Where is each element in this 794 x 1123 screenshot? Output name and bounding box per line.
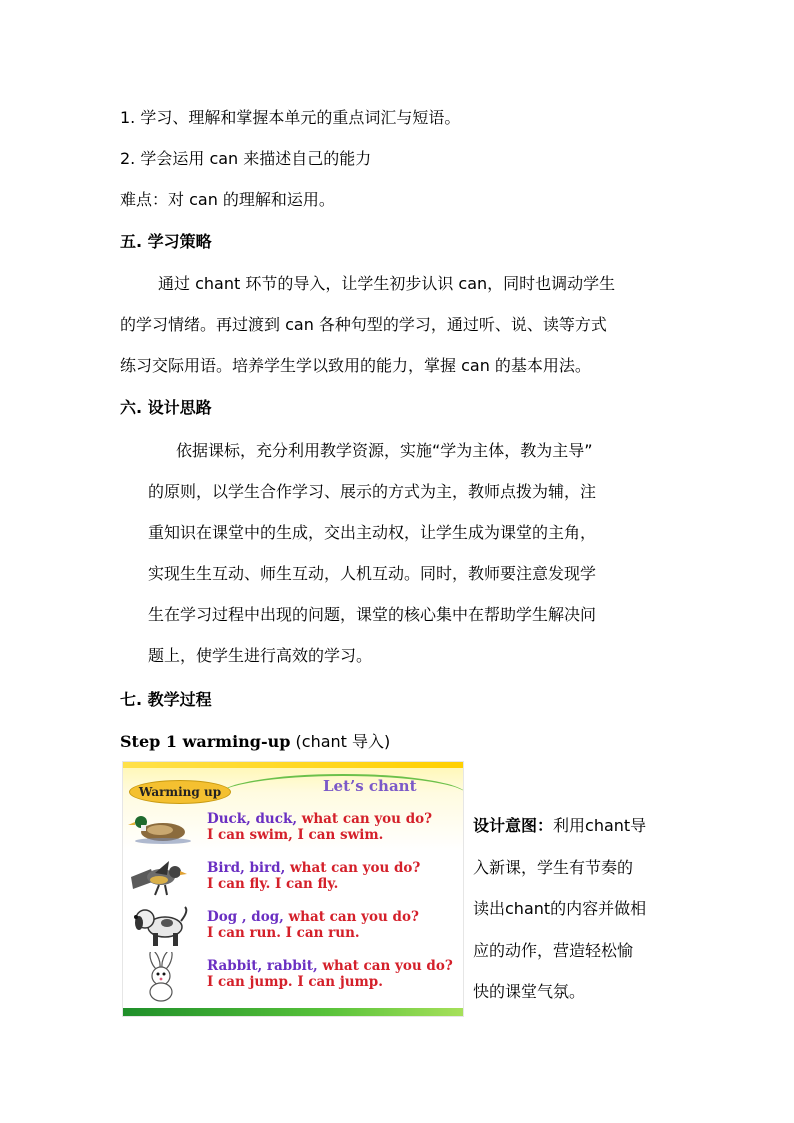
chant-question (207, 860, 420, 876)
slide-bottom-bar (123, 1008, 463, 1016)
step1-title (120, 732, 390, 752)
intent-line (473, 805, 673, 847)
rabbit-icon (139, 952, 185, 1004)
intent-line: 快的课堂气氛。 (473, 982, 586, 1001)
question-prefix: Dog , dog, (207, 909, 289, 925)
intent-line: 应的动作，营造轻松愉 (473, 940, 634, 960)
intent-line-text: 利用chant导 (553, 816, 647, 835)
section5-paragraph (120, 263, 675, 386)
section6-line: 题上，使学生进行高效的学习。 (148, 646, 373, 665)
intent-line: 入新课，学生有节奏的 (473, 857, 634, 877)
question-prefix: Duck, duck, (207, 811, 302, 827)
intent-label: 设计意图： (473, 816, 554, 835)
section5-line: 通过 chant 环节的导入，让学生初步认识 can，同时也调动学生 (158, 274, 616, 293)
section6-heading: 六. 设计思路 (120, 398, 212, 417)
section5-heading: 五. 学习策略 (120, 232, 212, 251)
chant-question (207, 811, 432, 827)
question-rest: what can you do? (322, 958, 453, 974)
question-rest: what can you do? (301, 811, 433, 827)
section5-line: 的学习情绪。再过渡到 can 各种句型的学习，通过听、说、读等方式 (120, 315, 607, 334)
section6-line: 实现生生互动、师生互动，人机互动。同时，教师要注意发现学 (148, 564, 597, 583)
section6-line: 重知识在课堂中的生成，交出主动权，让学生成为课堂的主角， (148, 523, 597, 542)
dog-icon (131, 905, 193, 949)
chant-answer: I can run. I can run. (207, 925, 360, 941)
duck-icon (127, 812, 193, 846)
chant-question (207, 958, 453, 974)
bird-icon (129, 859, 189, 899)
objective-1: 1. 学习、理解和掌握本单元的重点词汇与短语。 (120, 108, 461, 127)
section6-line: 的原则，以学生合作学习、展示的方式为主，教师点拨为辅，注 (148, 482, 597, 501)
chant-answer: I can fly. I can fly. (207, 876, 339, 892)
question-prefix: Bird, bird, (207, 860, 291, 876)
step1-title-bold: Step 1 warming-up (120, 732, 291, 751)
design-intent (473, 805, 673, 1013)
chant-slide (122, 761, 464, 1017)
section5-line: 练习交际用语。培养学生学以致用的能力，掌握 can 的基本用法。 (120, 356, 591, 375)
slide-title: Let’s chant (323, 777, 417, 795)
chant-question (207, 909, 419, 925)
warming-up-badge: Warming up (129, 780, 231, 804)
objective-2: 2. 学会运用 can 来描述自己的能力 (120, 149, 372, 168)
question-rest: what can you do? (290, 860, 421, 876)
section6-paragraph (148, 430, 676, 676)
intent-line: 读出chant的内容并做相 (473, 899, 647, 918)
section6-line: 依据课标，充分利用教学资源，实施“学为主体，教为主导” (176, 441, 593, 460)
difficulty: 难点：对 can 的理解和运用。 (120, 190, 335, 209)
step1-title-rest: (chant 导入) (290, 732, 391, 751)
slide-top-bar (123, 762, 463, 768)
question-rest: what can you do? (288, 909, 419, 925)
question-prefix: Rabbit, rabbit, (207, 958, 323, 974)
chant-answer: I can jump. I can jump. (207, 974, 383, 990)
section7-heading: 七. 教学过程 (120, 690, 212, 709)
section6-line: 生在学习过程中出现的问题，课堂的核心集中在帮助学生解决问 (148, 605, 597, 624)
chant-answer: I can swim, I can swim. (207, 827, 384, 843)
